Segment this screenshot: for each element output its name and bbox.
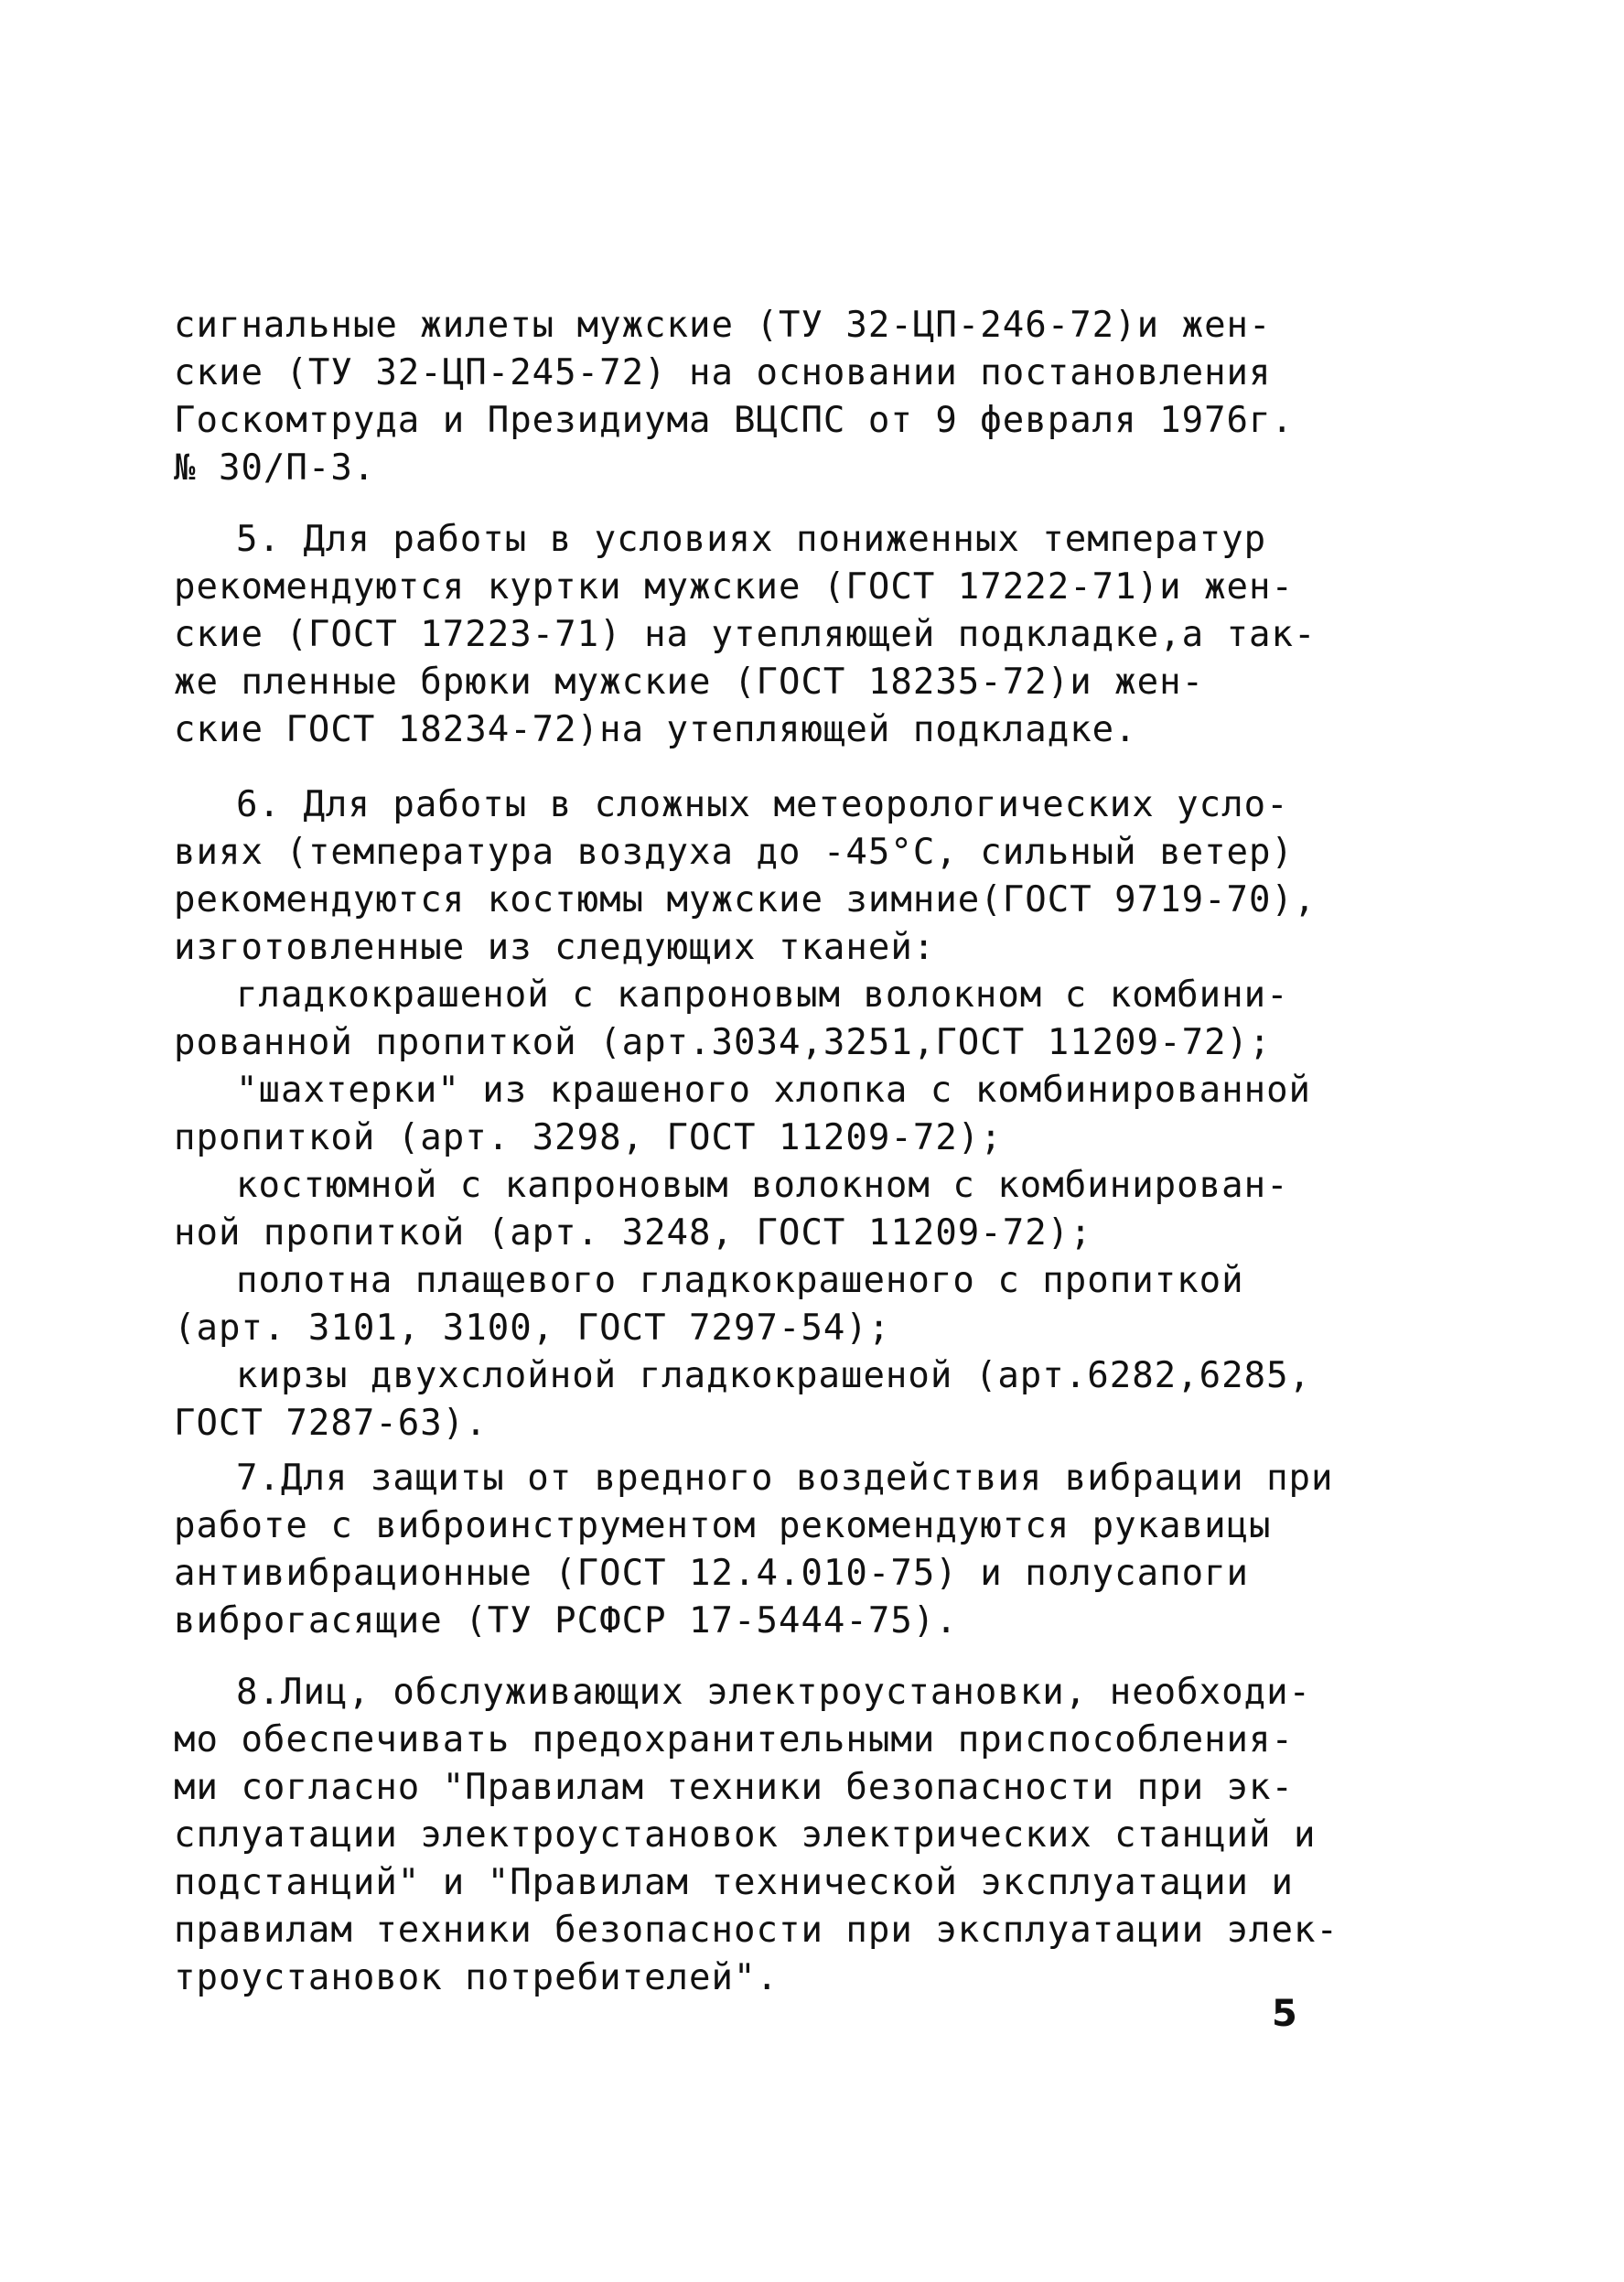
- text-line: ские (ТУ 32-ЦП-245-72) на основании постановления: [174, 352, 1272, 393]
- text-line: антивибрационные (ГОСТ 12.4.010-75) и полусапоги: [174, 1553, 1250, 1594]
- text-line: 7.Для защиты от вредного воздействия вибрации при: [236, 1458, 1334, 1499]
- text-line: правилам техники безопасности при эксплуатации элек-: [174, 1910, 1339, 1951]
- text-line: мо обеспечивать предохранительными приспособления-: [174, 1719, 1294, 1760]
- fabric-item-line: гладкокрашеной с капроновым волокном с комбини-: [236, 974, 1289, 1016]
- text-line: сигнальные жилеты мужские (ТУ 32-ЦП-246-72)и жен-: [174, 305, 1272, 346]
- text-line: № 30/П-3.: [174, 447, 376, 489]
- text-line: рекомендуются костюмы мужские зимние(ГОСТ 9719-70),: [174, 879, 1317, 920]
- text-line: 5. Для работы в условиях пониженных температур: [236, 519, 1267, 560]
- fabric-item-line: рованной пропиткой (арт.3034,3251,ГОСТ 11209-72);: [174, 1022, 1272, 1063]
- paragraph-8: [174, 1669, 1354, 2002]
- text-line: сплуатации электроустановок электрических станций и: [174, 1814, 1317, 1856]
- fabric-item-line: костюмной с капроновым волокном с комбинирован-: [236, 1165, 1289, 1206]
- paragraph-6: [174, 781, 1354, 1448]
- paragraph-5: [174, 516, 1354, 754]
- text-line: 6. Для работы в сложных метеорологических усло-: [236, 784, 1289, 825]
- text-line: 8.Лиц, обслуживающих электроустановки, необходи-: [236, 1672, 1312, 1713]
- text-line: работе с виброинструментом рекомендуются рукавицы: [174, 1505, 1272, 1546]
- fabric-item-line: "шахтерки" из крашеного хлопка с комбинированной: [236, 1070, 1312, 1111]
- page-number: 5: [1272, 1993, 1297, 2035]
- text-line: виях (температура воздуха до -45°С, сильный ветер): [174, 832, 1294, 873]
- fabric-item-line: (арт. 3101, 3100, ГОСТ 7297-54);: [174, 1308, 891, 1349]
- fabric-item-line: ной пропиткой (арт. 3248, ГОСТ 11209-72);: [174, 1212, 1092, 1254]
- text-line: Госкомтруда и Президиума ВЦСПС от 9 февраля 1976г.: [174, 400, 1294, 441]
- text-line: ские (ГОСТ 17223-71) на утепляющей подкладке,а так-: [174, 614, 1317, 655]
- text-line: подстанций" и "Правилам технической эксплуатации и: [174, 1862, 1294, 1903]
- text-line: ми согласно "Правилам техники безопасности при эк-: [174, 1767, 1294, 1808]
- text-line: троустановок потребителей".: [174, 1957, 779, 1998]
- text-line: же пленные брюки мужские (ГОСТ 18235-72)и жен-: [174, 662, 1205, 703]
- fabric-item-line: кирзы двухслойной гладкокрашеной (арт.6282,6285,: [236, 1355, 1312, 1396]
- text-line: виброгасящие (ТУ РСФСР 17-5444-75).: [174, 1600, 958, 1642]
- text-line: ские ГОСТ 18234-72)на утепляющей подкладке.: [174, 709, 1137, 750]
- paragraph-4-continuation: [174, 302, 1354, 492]
- fabric-item-line: полотна плащевого гладкокрашеного с пропиткой: [236, 1260, 1244, 1301]
- text-line: рекомендуются куртки мужские (ГОСТ 17222-71)и жен-: [174, 566, 1294, 608]
- document-page: [174, 302, 1354, 2002]
- fabric-item-line: ГОСТ 7287-63).: [174, 1403, 488, 1444]
- fabric-item-line: пропиткой (арт. 3298, ГОСТ 11209-72);: [174, 1117, 1003, 1158]
- paragraph-7: [174, 1455, 1354, 1645]
- text-line: изготовленные из следующих тканей:: [174, 927, 936, 968]
